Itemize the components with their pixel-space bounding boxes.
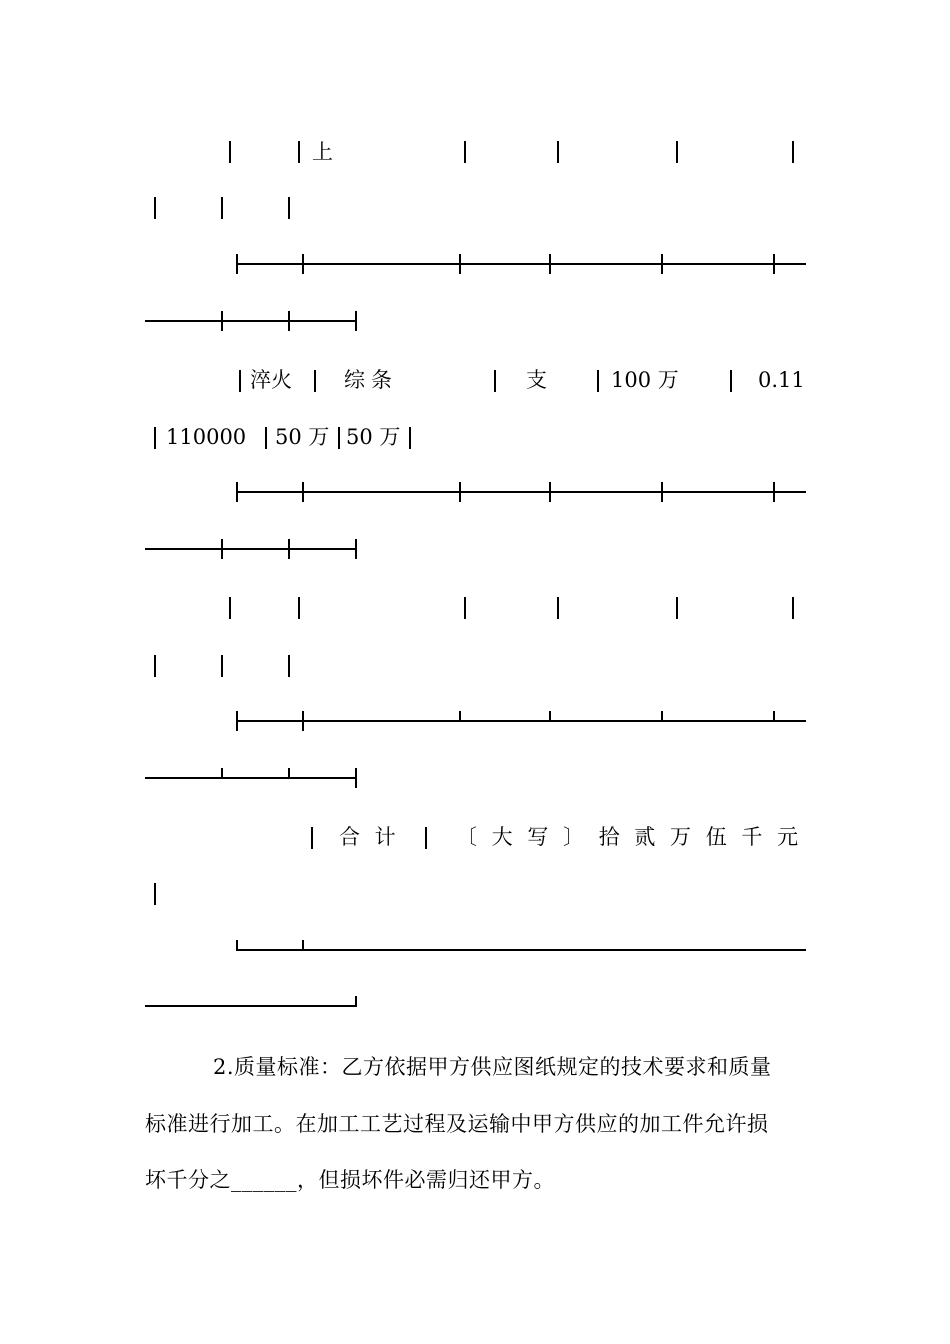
cell-border xyxy=(676,141,678,163)
table-rule-tick xyxy=(773,482,775,502)
total-label: 合 计 xyxy=(339,825,400,849)
cell-border xyxy=(557,141,559,163)
table-rule xyxy=(236,720,806,722)
table-rule xyxy=(145,548,357,550)
table-rule-tick xyxy=(288,539,290,559)
table-rule-tick xyxy=(236,482,238,502)
table-rule-tick xyxy=(355,311,357,331)
table-rule-tick xyxy=(221,768,223,779)
clause-line-3: 坏千分之______，但损坏件必需归还甲方。 xyxy=(145,1168,555,1192)
cell-border xyxy=(239,370,241,392)
cell-border xyxy=(311,827,313,849)
cell-border xyxy=(298,597,300,619)
clause-line-1: 2.质量标准：乙方依据甲方供应图纸规定的技术要求和质量 xyxy=(213,1055,772,1079)
cell-border xyxy=(494,370,496,392)
table-rule-tick xyxy=(236,711,238,731)
table-rule xyxy=(145,320,357,322)
cell-border xyxy=(298,141,300,163)
table-rule xyxy=(236,491,806,493)
clause-line-2: 标准进行加工。在加工工艺过程及运输中甲方供应的加工件允许损 xyxy=(145,1112,769,1136)
col8-cell: 50 万 xyxy=(275,425,330,449)
cell-border xyxy=(425,827,427,849)
table-rule-tick xyxy=(661,482,663,502)
table-rule-tick xyxy=(549,254,551,274)
quantity-cell: 100 万 xyxy=(611,368,679,392)
table-rule-tick xyxy=(773,711,775,722)
cell-border xyxy=(676,597,678,619)
process-cell: 淬火 xyxy=(250,368,292,392)
cell-border xyxy=(229,597,231,619)
cell-border xyxy=(154,427,156,449)
cell-border xyxy=(221,197,223,219)
col9-cell: 50 万 xyxy=(346,425,401,449)
unit-cell: 支 xyxy=(526,368,547,392)
table-rule-tick xyxy=(661,711,663,722)
cell-border xyxy=(730,370,732,392)
table-rule-tick xyxy=(302,711,304,731)
cell-border xyxy=(229,141,231,163)
table-rule-tick xyxy=(302,940,304,951)
cell-border xyxy=(288,197,290,219)
table-rule-tick xyxy=(236,940,238,951)
amount-cell: 110000 xyxy=(166,425,247,449)
cell-border xyxy=(409,427,411,449)
cell-border xyxy=(557,597,559,619)
table-rule xyxy=(236,263,806,265)
cell-border xyxy=(464,141,466,163)
table-rule-tick xyxy=(549,482,551,502)
table-rule-tick xyxy=(236,254,238,274)
table-rule-tick xyxy=(459,482,461,502)
table-rule-tick xyxy=(302,482,304,502)
cell-border xyxy=(288,655,290,677)
cell-border xyxy=(597,370,599,392)
cell-border xyxy=(154,883,156,905)
table-rule-tick xyxy=(549,711,551,722)
table-rule-tick xyxy=(221,311,223,331)
table-bottom-rule xyxy=(236,949,806,951)
cell-border xyxy=(314,370,316,392)
table-rule xyxy=(145,777,357,779)
table-bottom-rule xyxy=(145,1005,357,1007)
cell-border xyxy=(221,655,223,677)
table-rule-tick xyxy=(355,539,357,559)
name-cell: 综条 xyxy=(344,368,398,392)
table-rule-tick xyxy=(459,254,461,274)
cell-border xyxy=(265,427,267,449)
cell-border xyxy=(338,427,340,449)
table-rule-tick xyxy=(355,768,357,788)
table-cell-text: 上 xyxy=(312,140,333,164)
table-rule-tick xyxy=(221,539,223,559)
cell-border xyxy=(792,141,794,163)
table-rule-tick xyxy=(302,254,304,274)
cell-border xyxy=(464,597,466,619)
table-rule-tick xyxy=(661,254,663,274)
table-rule-tick xyxy=(773,254,775,274)
table-rule-tick xyxy=(459,711,461,722)
cell-border xyxy=(154,197,156,219)
cell-border xyxy=(154,655,156,677)
cell-border xyxy=(792,597,794,619)
total-value: 〔 大 写 〕 拾 贰 万 伍 千 元 xyxy=(456,825,803,849)
price-cell: 0.11 xyxy=(758,368,805,392)
table-rule-tick xyxy=(288,768,290,779)
table-rule-tick xyxy=(288,311,290,331)
table-rule-tick xyxy=(355,996,357,1007)
